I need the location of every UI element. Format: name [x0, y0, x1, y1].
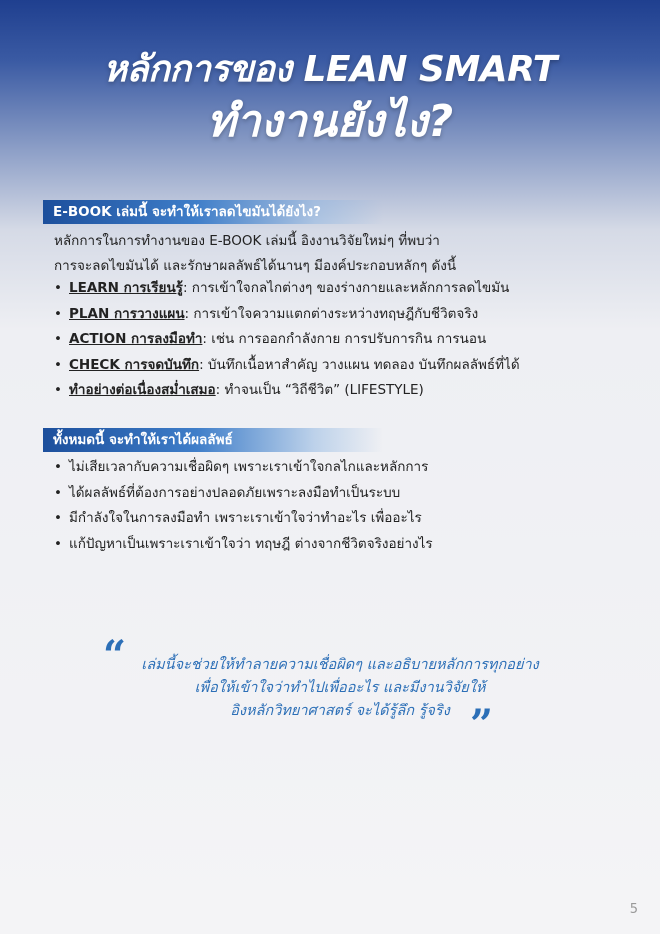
list-item-check — [54, 353, 520, 379]
list-item-key: ACTION การลงมือทำ — [69, 331, 203, 347]
list-item: • มีกำลังใจในการลงมือทำ เพราะเราเข้าใจว่าทำอะไร เพื่ออะไร — [54, 506, 433, 532]
pull-quote — [100, 654, 580, 723]
list-item-text: : การเข้าใจความแตกต่างระหว่างทฤษฎีกับชีวิตจริง — [184, 305, 479, 322]
close-quote-icon: ” — [470, 701, 494, 748]
section-1-paragraph-line-1: หลักการในการทำงานของ E-BOOK เล่มนี้ อิงงานวิจัยใหม่ๆ ที่พบว่า — [54, 233, 440, 249]
list-item-text: : บันทึกเนื้อหาสำคัญ วางแผน ทดลอง บันทึกผลลัพธ์ที่ได้ — [199, 356, 520, 373]
quote-line-3: อิงหลักวิทยาศาสตร์ จะได้รู้ลึก รู้จริง — [230, 703, 450, 719]
list-item-key: LEARN การเรียนรู้ — [69, 280, 183, 296]
section-1-list — [54, 276, 520, 404]
list-item-text: : เช่น การออกกำลังกาย การปรับการกิน การนอน — [202, 331, 487, 347]
list-item-key: ทำอย่างต่อเนื่องสม่ำเสมอ — [69, 382, 216, 398]
section-1-paragraph-line-2: การจะลดไขมันได้ และรักษาผลลัพธ์ได้นานๆ มีองค์ประกอบหลักๆ ดังนี้ — [54, 258, 457, 274]
page-number: 5 — [629, 902, 638, 917]
quote-line-2: เพื่อให้เข้าใจว่าทำไปเพื่ออะไร และมีงานวิจัยให้ — [194, 680, 486, 696]
list-item-text: : การเข้าใจกลไกต่างๆ ของร่างกายและหลักการลดไขมัน — [182, 280, 510, 296]
section-2-heading: ทั้งหมดนี้ จะทำให้เราได้ผลลัพธ์ — [43, 428, 383, 452]
list-item-learn — [54, 276, 520, 302]
list-item: • แก้ปัญหาเป็นเพราะเราเข้าใจว่า ทฤษฎี ต่างจากชีวิตจริงอย่างไร — [54, 532, 433, 558]
section-2-list — [54, 455, 433, 557]
list-item-text: : ทำจนเป็น “วิถีชีวิต” (LIFESTYLE) — [215, 382, 424, 398]
list-item-key: CHECK การจดบันทึก — [69, 356, 200, 373]
open-quote-icon: “ — [103, 632, 127, 679]
list-item-plan — [54, 302, 520, 328]
quote-line-1: เล่มนี้จะช่วยให้ทำลายความเชื่อผิดๆ และอธิบายหลักการทุกอย่าง — [141, 657, 539, 673]
page-title-line-2: ทำงานยังไง? — [206, 96, 454, 147]
list-item: • ได้ผลลัพธ์ที่ต้องการอย่างปลอดภัยเพราะลงมือทำเป็นระบบ — [54, 481, 433, 507]
page-title-line-1: หลักการของ LEAN SMART — [103, 49, 557, 90]
list-item-consistency — [54, 378, 520, 404]
list-item: • ไม่เสียเวลากับความเชื่อผิดๆ เพราะเราเข้าใจกลไกและหลักการ — [54, 455, 433, 481]
list-item-action — [54, 327, 520, 353]
section-1-heading: E-BOOK เล่มนี้ จะทำให้เราลดไขมันได้ยังไง? — [43, 200, 383, 224]
list-item-key: PLAN การวางแผน — [69, 305, 185, 322]
